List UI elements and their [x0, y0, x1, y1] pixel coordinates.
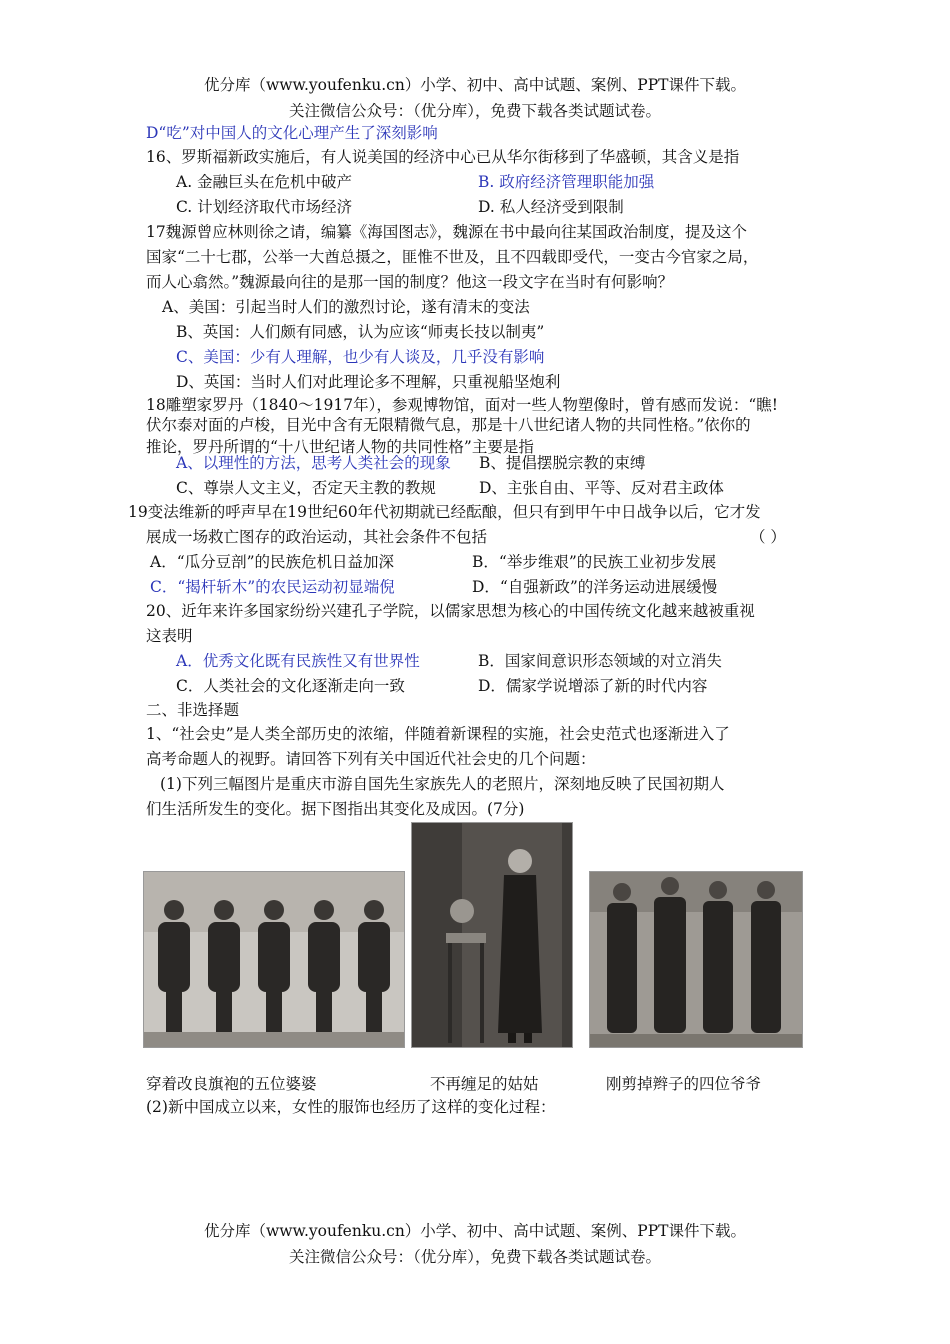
q16-option-c: C. 计划经济取代市场经济: [176, 198, 353, 216]
section-2-title: 二、非选择题: [146, 701, 240, 719]
caption-five-grandmothers: 穿着改良旗袍的五位婆婆: [146, 1075, 317, 1093]
q20-option-c: C．人类社会的文化逐渐走向一致: [176, 677, 405, 695]
q20-stem-2: 这表明: [146, 627, 193, 645]
q19-option-d: D．“自强新政”的洋务运动进展缓慢: [472, 578, 718, 596]
q16-stem: 16、罗斯福新政实施后，有人说美国的经济中心已从华尔街移到了华盛顿，其含义是指: [146, 148, 740, 166]
caption-four-grandfathers: 刚剪掉辫子的四位爷爷: [606, 1075, 762, 1093]
q20-stem-1: 20、近年来许多国家纷纷兴建孔子学院，以儒家思想为核心的中国传统文化越来越被重视: [146, 602, 755, 620]
header-line-2: 关注微信公众号：（优分库），免费下载各类试题试卷。: [288, 102, 661, 120]
q19-option-c: C．“揭杆斩木”的农民运动初显端倪: [150, 578, 395, 596]
q19-answer-paren: （ ）: [750, 528, 786, 546]
header-line-1: 优分库（www.youfenku.cn）小学、初中、高中试题、案例、PPT课件下载。: [203, 76, 747, 94]
section-2-q1-line-2: 高考命题人的视野。请回答下列有关中国近代社会史的几个问题：: [146, 750, 596, 768]
q18-stem-2: 伏尔泰对面的卢梭，目光中含有无限精微气息，那是十八世纪诸人物的共同性格。”依你的: [146, 416, 751, 434]
footer-line-1: 优分库（www.youfenku.cn）小学、初中、高中试题、案例、PPT课件下载。: [203, 1222, 747, 1240]
q17-option-d: D、英国：当时人们对此理论多不理解，只重视船坚炮利: [176, 373, 561, 391]
q17-option-a: A、美国：引起当时人们的激烈讨论，遂有清末的变法: [162, 298, 530, 316]
q17-option-c: C、美国：少有人理解，也少有人谈及，几乎没有影响: [176, 348, 545, 366]
q20-option-b: B．国家间意识形态领域的对立消失: [478, 652, 722, 670]
q18-stem-1: 18雕塑家罗丹（1840～1917年），参观博物馆，面对一些人物塑像时，曾有感而发说：“瞧!: [146, 396, 779, 414]
q17-stem-2: 国家“二十七郡，公举一大酋总摄之，匪惟不世及，且不四载即受代，一变古今官家之局，: [146, 248, 759, 266]
photo-four-grandfathers: [589, 871, 803, 1048]
q19-option-b: B．“举步维艰”的民族工业初步发展: [472, 553, 717, 571]
q18-stem-3: 推论，罗丹所谓的“十八世纪诸人物的共同性格”主要是指: [146, 438, 534, 456]
q17-stem-3: 而人心翕然。”魏源最向往的是那一国的制度？他这一段文字在当时有何影响？: [146, 273, 674, 291]
q19-stem-2: 展成一场救亡图存的政治运动，其社会条件不包括: [146, 528, 488, 546]
photo-five-grandmothers: [143, 871, 405, 1048]
q16-option-b: B. 政府经济管理职能加强: [478, 173, 655, 191]
section-2-p1-line-1: (1)下列三幅图片是重庆市游自国先生家族先人的老照片，深刻地反映了民国初期人: [160, 775, 725, 793]
q18-option-a: A、以理性的方法，思考人类社会的现象: [176, 454, 451, 472]
q17-stem-1: 17魏源曾应林则徐之请，编纂《海国图志》，魏源在书中最向往某国政治制度，提及这个: [146, 223, 747, 241]
q18-option-b: B、提倡摆脱宗教的束缚: [479, 454, 646, 472]
q20-option-a: A．优秀文化既有民族性又有世界性: [176, 652, 420, 670]
q15-option-d: D“吃”对中国人的文化心理产生了深刻影响: [146, 124, 438, 142]
q19-stem-1: 19变法维新的呼声早在19世纪60年代初期就已经酝酿，但只有到甲午中日战争以后，它才发: [128, 503, 761, 521]
q16-option-a: A. 金融巨头在危机中破产: [176, 173, 353, 191]
q19-option-a: A．“瓜分豆剖”的民族危机日益加深: [150, 553, 395, 571]
q16-option-d: D. 私人经济受到限制: [478, 198, 624, 216]
q18-option-c: C、尊崇人文主义，否定天主教的教规: [176, 479, 436, 497]
section-2-q1-line-1: 1、“社会史”是人类全部历史的浓缩，伴随着新课程的实施，社会史范式也逐渐进入了: [146, 725, 730, 743]
q17-option-b: B、英国：人们颇有同感，认为应该“师夷长技以制夷”: [176, 323, 545, 341]
caption-aunt: 不再缠足的姑姑: [430, 1075, 539, 1093]
q20-option-d: D．儒家学说增添了新的时代内容: [478, 677, 708, 695]
q18-option-d: D、主张自由、平等、反对君主政体: [479, 479, 724, 497]
section-2-p2: (2)新中国成立以来，女性的服饰也经历了这样的变化过程：: [146, 1098, 556, 1116]
section-2-p1-line-2: 们生活所发生的变化。据下图指出其变化及成因。(7分): [146, 800, 525, 818]
photo-aunt-unbound-feet: [411, 822, 573, 1048]
footer-line-2: 关注微信公众号：（优分库），免费下载各类试题试卷。: [288, 1248, 661, 1266]
